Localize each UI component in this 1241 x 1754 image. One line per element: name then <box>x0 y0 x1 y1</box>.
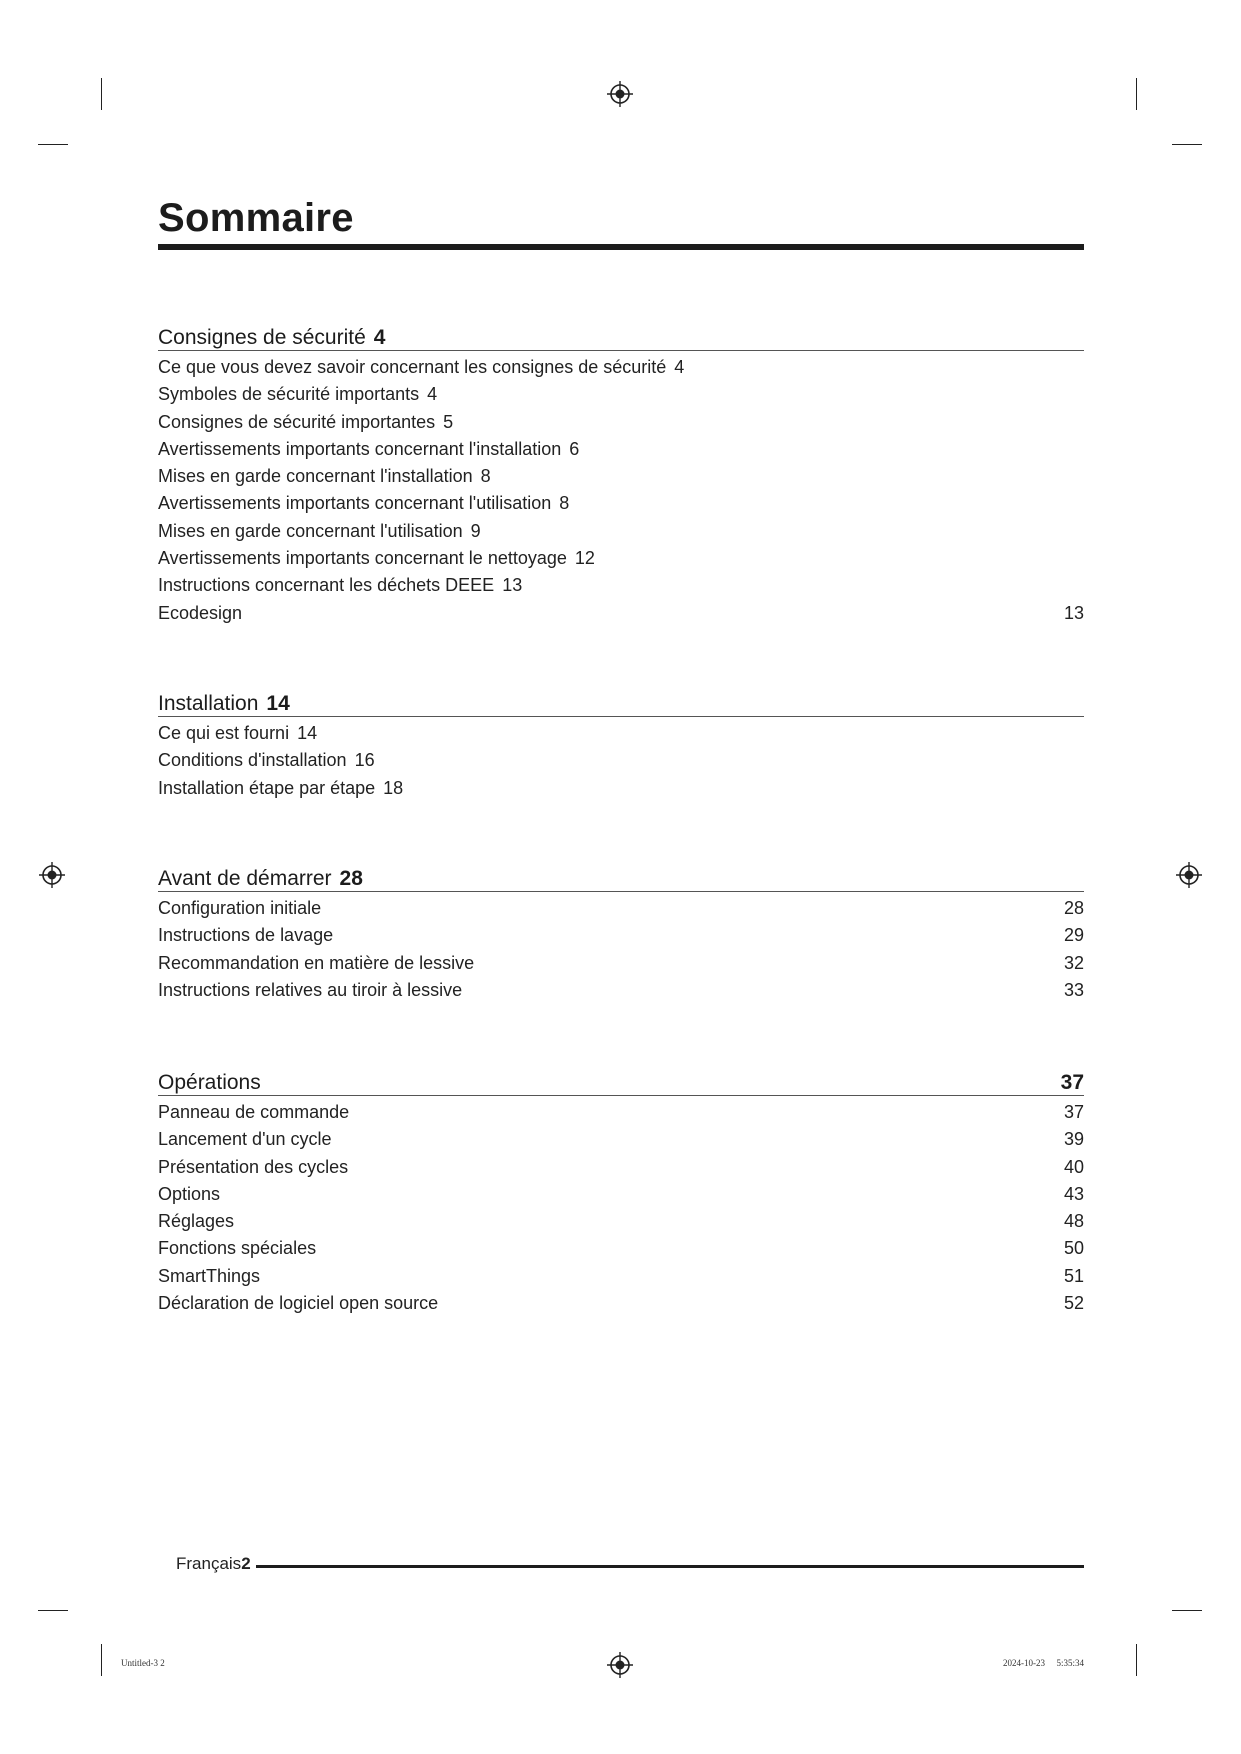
toc-item-page: 33 <box>1063 979 1084 1000</box>
toc-item-page: 8 <box>480 466 491 487</box>
toc-item-label: Avertissements importants concernant l'utilisation <box>158 493 552 514</box>
section-heading-page: 28 <box>339 867 363 890</box>
crop-mark-top-left <box>101 78 102 110</box>
toc-item[interactable] <box>158 521 1084 548</box>
toc-item-label: Installation étape par étape <box>158 777 376 798</box>
toc-item-list <box>158 892 1084 1007</box>
section-heading-label: Installation <box>158 692 259 715</box>
toc-item-label: Recommandation en matière de lessive <box>158 952 475 973</box>
toc-item-page: 32 <box>1063 952 1084 973</box>
toc-item[interactable] <box>158 1211 1084 1238</box>
toc-item-page: 43 <box>1063 1183 1084 1204</box>
toc-section-avant-de-demarrer <box>158 859 1084 1007</box>
registration-mark-bottom-icon <box>607 1652 633 1678</box>
title-rule <box>158 244 1084 250</box>
toc-item-page: 6 <box>569 438 580 459</box>
section-heading-label: Avant de démarrer <box>158 867 332 890</box>
toc-item[interactable] <box>158 1184 1084 1211</box>
toc-item[interactable] <box>158 980 1084 1007</box>
toc-item[interactable] <box>158 750 1084 777</box>
footer-page-number: 2 <box>241 1554 251 1573</box>
toc-item-page: 37 <box>1063 1102 1084 1122</box>
toc-item-page: 13 <box>502 575 523 596</box>
toc-item-page: 12 <box>574 548 595 569</box>
toc-item-label: Ce qui est fourni <box>158 723 290 743</box>
toc-item[interactable] <box>158 1238 1084 1265</box>
toc-item-label: Panneau de commande <box>158 1102 350 1122</box>
toc-item[interactable] <box>158 1129 1084 1156</box>
toc-item-label: Lancement d'un cycle <box>158 1129 332 1150</box>
toc-item-label: Conditions d'installation <box>158 750 347 771</box>
section-heading[interactable] <box>158 684 1084 717</box>
toc-item[interactable] <box>158 925 1084 952</box>
crop-mark-bottom-right <box>1136 1644 1137 1676</box>
toc-item[interactable] <box>158 412 1084 439</box>
toc-item-label: Consignes de sécurité importantes <box>158 411 436 432</box>
crop-mark-bottom-left-h <box>38 1610 68 1611</box>
page-footer-label <box>176 1554 251 1574</box>
toc-item[interactable] <box>158 575 1084 602</box>
toc-item-label: Options <box>158 1183 221 1204</box>
toc-item-page: 39 <box>1063 1129 1084 1150</box>
toc-item-page: 18 <box>383 777 404 798</box>
toc-item[interactable] <box>158 603 1084 630</box>
toc-item-list <box>158 717 1084 805</box>
toc-item[interactable] <box>158 1293 1084 1320</box>
footer-rule <box>256 1565 1084 1568</box>
toc-item-label: Avertissements importants concernant le nettoyage <box>158 548 567 569</box>
crop-mark-top-right-h <box>1172 144 1202 145</box>
toc-item-label: Instructions concernant les déchets DEEE <box>158 575 495 596</box>
footer-language: Français <box>176 1554 242 1573</box>
toc-item-page: 40 <box>1063 1156 1084 1177</box>
toc-item-page: 29 <box>1063 925 1084 946</box>
toc-item[interactable] <box>158 953 1084 980</box>
toc-item-label: Fonctions spéciales <box>158 1238 317 1259</box>
toc-item[interactable] <box>158 466 1084 493</box>
toc-item[interactable] <box>158 384 1084 411</box>
toc-section-operations <box>158 1063 1084 1320</box>
toc-item[interactable] <box>158 723 1084 750</box>
toc-item-label: Configuration initiale <box>158 898 322 918</box>
registration-mark-right-icon <box>1176 862 1202 888</box>
toc-item-label: Mises en garde concernant l'utilisation <box>158 520 463 541</box>
toc-item-label: Ce que vous devez savoir concernant les consignes de sécurité <box>158 357 667 377</box>
page-title: Sommaire <box>158 196 354 240</box>
toc-item[interactable] <box>158 898 1084 925</box>
crop-mark-bottom-left <box>101 1644 102 1676</box>
toc-item-page: 9 <box>470 520 481 541</box>
toc-item-list <box>158 1096 1084 1320</box>
toc-item-page: 50 <box>1063 1238 1084 1259</box>
toc-item-label: Déclaration de logiciel open source <box>158 1293 439 1314</box>
section-heading-label: Opérations <box>158 1071 261 1094</box>
toc-item[interactable] <box>158 1266 1084 1293</box>
crop-mark-bottom-right-h <box>1172 1610 1202 1611</box>
toc-section-installation <box>158 684 1084 805</box>
registration-mark-top-icon <box>607 81 633 107</box>
toc-item-label: Mises en garde concernant l'installation <box>158 466 473 487</box>
toc-item-page: 4 <box>674 357 685 377</box>
toc-item[interactable] <box>158 1157 1084 1184</box>
toc-item-page: 5 <box>443 411 454 432</box>
toc-item-page: 8 <box>559 493 570 514</box>
crop-mark-top-left-h <box>38 144 68 145</box>
toc-item-page: 52 <box>1063 1293 1084 1314</box>
toc-item-page: 48 <box>1063 1211 1084 1232</box>
section-heading[interactable] <box>158 859 1084 892</box>
toc-item-label: Ecodesign <box>158 602 243 623</box>
section-heading[interactable] <box>158 318 1084 351</box>
toc-item[interactable] <box>158 493 1084 520</box>
print-slug-timestamp: 2024-10-23 ￿ 5:35:34 <box>1003 1658 1084 1668</box>
section-heading-page: 4 <box>373 326 386 349</box>
toc-item-page: 51 <box>1063 1265 1084 1286</box>
toc-item[interactable] <box>158 439 1084 466</box>
registration-mark-left-icon <box>39 862 65 888</box>
toc-item-page: 16 <box>354 750 375 771</box>
toc-item-page: 28 <box>1063 898 1084 918</box>
toc-item-label: Avertissements importants concernant l'installation <box>158 438 562 459</box>
section-heading[interactable] <box>158 1063 1084 1096</box>
toc-item-label: SmartThings <box>158 1265 261 1286</box>
toc-item-page: 13 <box>1063 602 1084 623</box>
toc-item[interactable] <box>158 548 1084 575</box>
toc-item[interactable] <box>158 1102 1084 1129</box>
section-heading-page: 14 <box>266 692 290 715</box>
toc-item-label: Instructions de lavage <box>158 925 334 946</box>
toc-item[interactable] <box>158 357 1084 384</box>
toc-item-label: Instructions relatives au tiroir à lessive <box>158 979 463 1000</box>
crop-mark-top-right <box>1136 78 1137 110</box>
toc-item-label: Présentation des cycles <box>158 1156 349 1177</box>
section-heading-label: Consignes de sécurité <box>158 326 366 349</box>
toc-item-page: 4 <box>427 384 438 405</box>
section-heading-page: 37 <box>1060 1071 1084 1094</box>
toc-item[interactable] <box>158 778 1084 805</box>
toc-item-page: 14 <box>297 723 318 743</box>
toc-item-label: Réglages <box>158 1211 235 1232</box>
print-slug-file: Untitled-3 2 <box>121 1658 165 1668</box>
toc-item-label: Symboles de sécurité importants <box>158 384 420 405</box>
toc-section-consignes <box>158 318 1084 630</box>
toc-item-list <box>158 351 1084 630</box>
